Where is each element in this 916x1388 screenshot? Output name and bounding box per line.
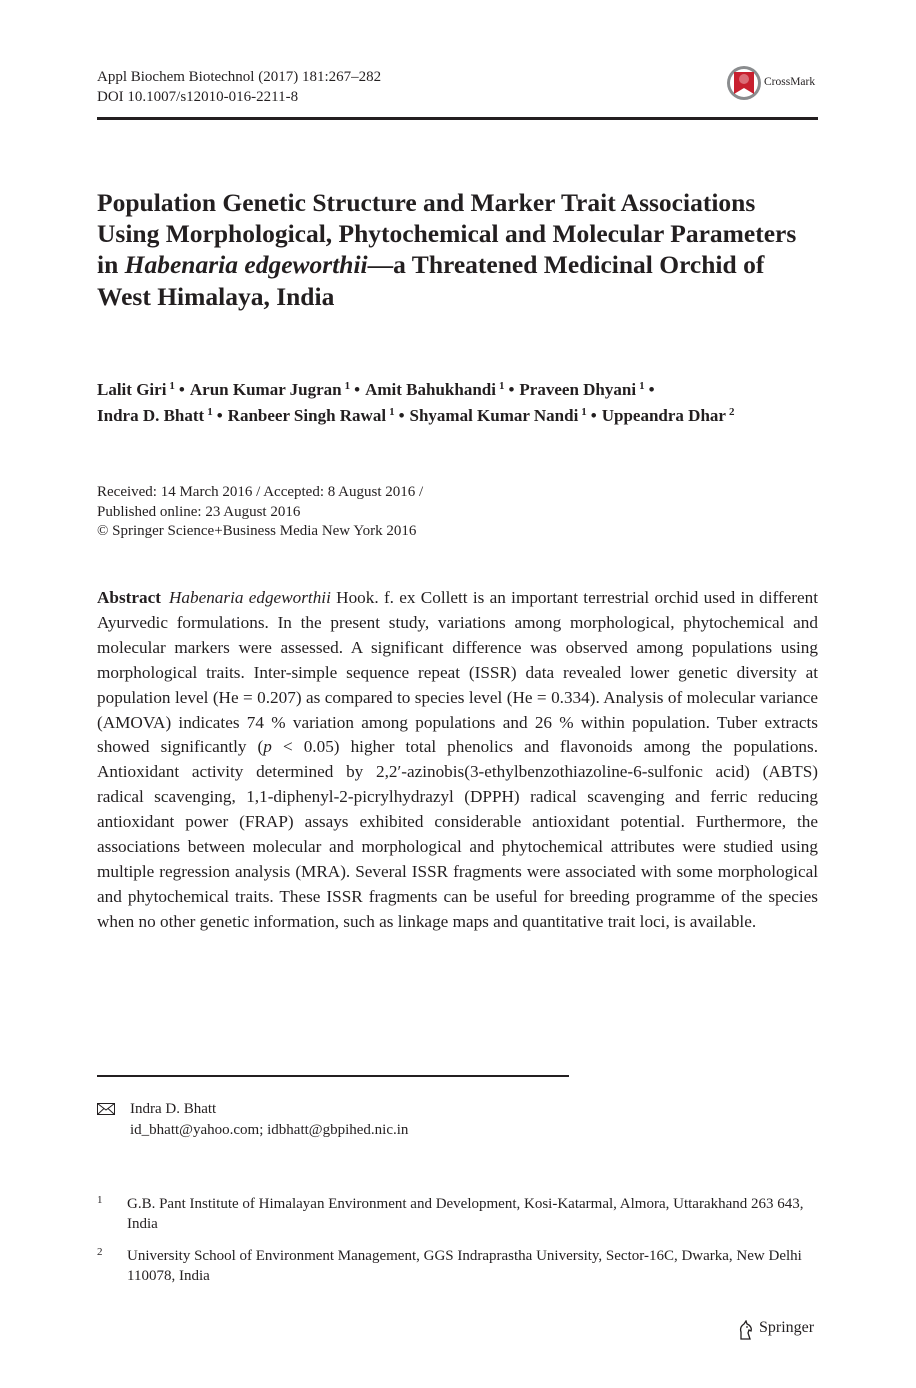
affiliation-number: 1	[97, 1194, 103, 1206]
corresponding-author-email[interactable]: id_bhatt@yahoo.com; idbhatt@gbpihed.nic.in	[130, 1122, 409, 1138]
title-part2: —a Threatened Medicinal Orchid of West Himalaya, India	[97, 250, 765, 311]
author-name[interactable]: Amit Bahukhandi	[365, 380, 496, 399]
author-line-2	[97, 403, 837, 429]
author-affiliation-ref[interactable]: 1	[498, 380, 505, 392]
correspondence	[97, 1099, 408, 1141]
received-accepted: Received: 14 March 2016 / Accepted: 8 August 2016 /	[97, 484, 424, 500]
author-affiliation-ref[interactable]: 1	[639, 380, 645, 392]
abstract-p-symbol: p	[263, 737, 272, 757]
author-separator: •	[216, 406, 223, 425]
author-name[interactable]: Ranbeer Singh Rawal	[227, 406, 387, 425]
abstract-text-1: Hook. f. ex Collett is an important terrestrial orchid used in different Ayurvedic formulations. In the present study, variations among morphological, phytochemical and molecular markers were assessed. A significant difference was observed among populations using morphological traits. Inter-simple sequence repeat (ISSR) data revealed lower genetic diversity at population level (He = 0.207) as compared to species level (He = 0.334). Analysis of molecular variance (AMOVA) indicates 74 % variation among populations and 26 % within population. Tuber extracts showed significantly (	[97, 588, 818, 757]
author-affiliation-ref[interactable]: 1	[207, 406, 213, 418]
corresponding-author-name: Indra D. Bhatt	[130, 1101, 217, 1117]
copyright: © Springer Science+Business Media New York 2016	[97, 523, 417, 539]
author-separator: •	[178, 380, 185, 399]
author-affiliation-ref[interactable]: 1	[581, 406, 587, 418]
author-separator: •	[354, 380, 361, 399]
crossmark-label: CrossMark	[764, 76, 816, 88]
journal-line: Appl Biochem Biotechnol (2017) 181:267–282	[97, 69, 382, 85]
author-affiliation-ref[interactable]: 1	[389, 406, 395, 418]
abstract-text-2: < 0.05) higher total phenolics and flavonoids among the populations. Antioxidant activity determined by 2,2′-azinobis(3-ethylbenzothiazoline-6-sulfonic acid) (ABTS) radical scavenging, 1,1-diphenyl-2-picrylhydrazyl (DPPH) radical scavenging and ferric reducing antioxidant power (FRAP) assays exhibited considerable antioxidant potential. Furthermore, the associations between molecular and morphological and phytochemical attributes were studied using multiple regression analysis (MRA). Several ISSR fragments were associated with some morphological and phytochemical traits. These ISSR fragments can be useful for breeding programme of the species when no other genetic information, such as linkage maps and quantitative trait loci, is available.	[97, 737, 819, 931]
abstract-label: Abstract	[97, 588, 161, 607]
article-title	[97, 187, 797, 312]
author-name[interactable]: Lalit Giri	[97, 380, 167, 399]
publication-dates	[97, 483, 423, 542]
author-name[interactable]: Praveen Dhyani	[519, 380, 637, 399]
author-name[interactable]: Shyamal Kumar Nandi	[409, 406, 579, 425]
author-affiliation-ref[interactable]: 1	[344, 380, 351, 392]
affiliation-1	[97, 1194, 827, 1234]
author-list	[97, 377, 837, 429]
author-affiliation-ref[interactable]: 2	[728, 406, 735, 418]
author-name[interactable]: Uppeandra Dhar	[601, 406, 726, 425]
author-separator: •	[590, 406, 597, 425]
author-affiliation-ref[interactable]: 1	[169, 380, 175, 392]
affiliation-text: G.B. Pant Institute of Himalayan Environment and Development, Kosi-Katarmal, Almora, Uttarakhand 263 643, India	[127, 1196, 804, 1232]
springer-label: Springer	[759, 1319, 815, 1336]
crossmark-badge[interactable]	[726, 64, 826, 102]
title-part1: Population Genetic Structure and Marker Trait Associations Using Morphological, Phytochemical and Molecular Parameters in	[97, 188, 797, 280]
author-separator: •	[398, 406, 405, 425]
journal-citation	[97, 67, 381, 107]
springer-logo[interactable]	[737, 1319, 827, 1341]
springer-horse-icon	[737, 1320, 755, 1340]
footnote-rule	[97, 1075, 569, 1077]
author-line-1	[97, 377, 837, 403]
header-rule	[97, 117, 818, 120]
affiliation-2	[97, 1246, 827, 1286]
author-name[interactable]: Arun Kumar Jugran	[189, 380, 342, 399]
envelope-icon	[97, 1103, 115, 1115]
author-separator: •	[648, 380, 655, 399]
doi-line[interactable]: DOI 10.1007/s12010-016-2211-8	[97, 89, 299, 105]
crossmark-icon	[726, 64, 762, 102]
author-name[interactable]: Indra D. Bhatt	[97, 406, 205, 425]
affiliation-text: University School of Environment Management, GGS Indraprastha University, Sector-16C, Dwarka, New Delhi 110078, India	[127, 1248, 802, 1284]
title-species: Habenaria edgeworthii	[124, 250, 368, 280]
published-online: Published online: 23 August 2016	[97, 503, 301, 520]
author-separator: •	[508, 380, 515, 399]
affiliation-number: 2	[97, 1246, 103, 1258]
abstract	[97, 586, 818, 935]
abstract-species: Habenaria edgeworthii	[168, 588, 331, 607]
